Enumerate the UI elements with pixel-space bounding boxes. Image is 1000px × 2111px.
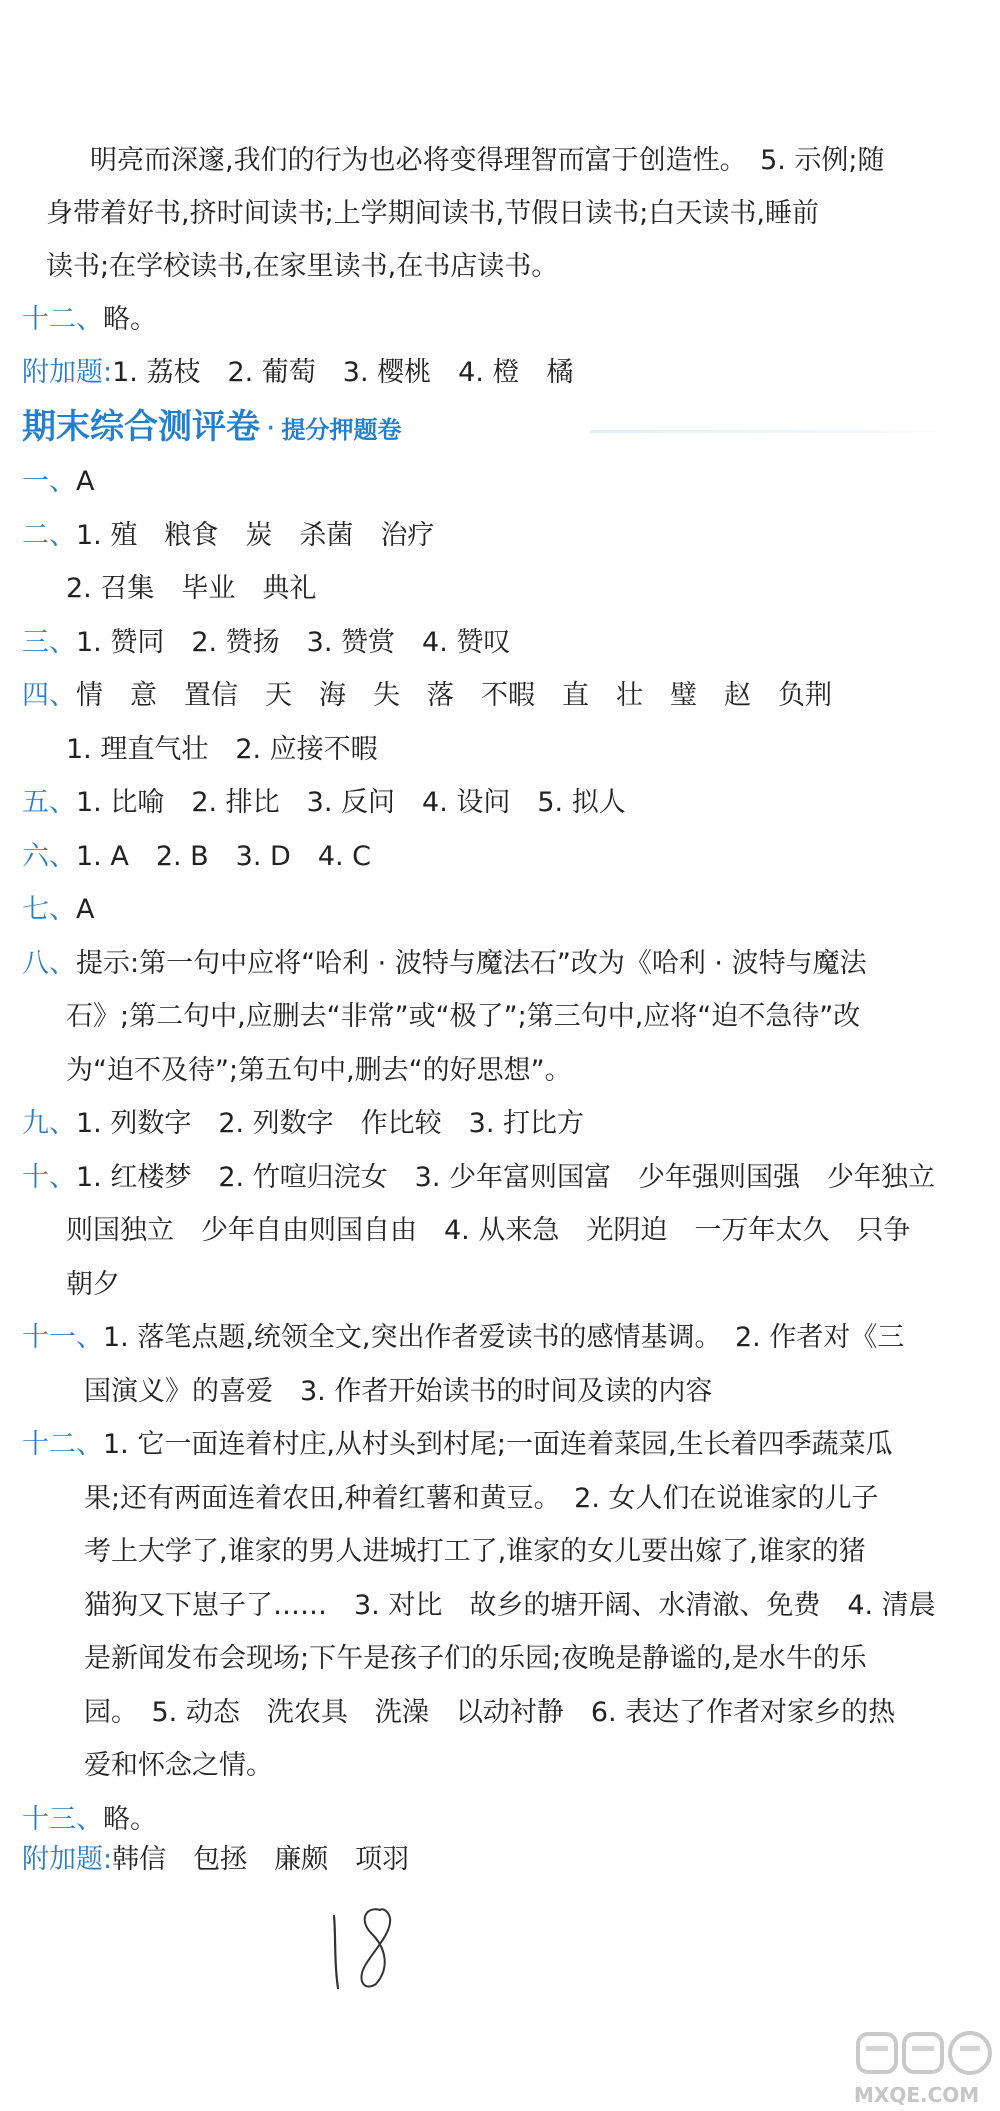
heading-decoration [590,430,970,433]
answer-10-line [66,1265,120,1305]
answer-10-label: 十、 [22,1162,76,1193]
answer-9-label: 九、 [22,1108,76,1139]
answer-8-text: 石》;第二句中,应删去“非常”或“极了”;第三句中,应将“迫不急待”改 [66,1001,861,1032]
answer-5-text: 1. 比喻 2. 排比 3. 反问 4. 设问 5. 拟人 [76,787,626,818]
final-bonus-label: 附加题: [22,1844,113,1875]
answer-12-line [84,1693,895,1733]
answer-1-line [22,462,94,502]
answer-12-line [84,1479,879,1519]
question-12-text: 略。 [103,304,157,335]
answer-12-label: 十二、 [22,1429,103,1460]
answer-4-label: 四、 [22,680,76,711]
bonus-label: 附加题: [22,357,113,388]
final-bonus-answer [22,1840,409,1880]
answer-3-label: 三、 [22,627,76,658]
answer-7-label: 七、 [22,894,76,925]
answer-2-text: 1. 殖 粮食 炭 杀菌 治疗 [76,520,435,551]
answer-11-text: 国演义》的喜爱 3. 作者开始读书的时间及读的内容 [84,1376,713,1407]
answer-12-text: 是新闻发布会现场;下午是孩子们的乐园;夜晚是静谧的,是水牛的乐 [84,1643,867,1674]
answer-13-label: 十三、 [22,1804,103,1835]
answer-2-text: 2. 召集 毕业 典礼 [66,573,317,604]
answer-2-line [22,516,434,556]
answer-7-text: A [76,894,95,925]
answer-6-text: 1. A 2. B 3. D 4. C [76,841,372,872]
answer-11-text: 1. 落笔点题,统领全文,突出作者爱读书的感情基调。 2. 作者对《三 [103,1322,905,1353]
answer-12-text: 考上大学了,谁家的男人进城打工了,谁家的女儿要出嫁了,谁家的猪 [84,1536,866,1567]
answer-12-line [84,1532,866,1572]
answer-13-line [22,1800,157,1840]
answer-12-line [84,1639,867,1679]
answer-8-line [66,1051,572,1091]
answer-12-line [22,1425,893,1465]
continued-answer-line-1: 明亮而深邃,我们的行为也必将变得理智而富于创造性。 5. 示例;随 [90,145,885,176]
answer-12-text: 园。 5. 动态 洗农具 洗澡 以动衬静 6. 表达了作者对家乡的热 [84,1697,896,1728]
question-12-answer [22,300,157,340]
answer-3-line [22,623,510,663]
section-title: 期末综合测评卷 [22,407,260,447]
answer-8-label: 八、 [22,948,76,979]
answer-8-line [22,944,867,984]
answer-12-text: 爱和怀念之情。 [84,1750,273,1781]
answer-5-line [22,783,626,823]
answer-5-label: 五、 [22,787,76,818]
answer-10-text: 则国独立 少年自由则国自由 4. 从来急 光阴迫 一万年太久 只争 [66,1215,911,1246]
answer-12-line [84,1586,936,1626]
answer-7-line [22,890,94,930]
handwritten-page-number [320,1888,410,1998]
bonus-text: 1. 荔枝 2. 葡萄 3. 樱桃 4. 橙 橘 [112,357,574,388]
answer-1-label: 一、 [22,466,76,497]
svg-text:MXQE.COM: MXQE.COM [854,2083,980,2107]
question-12-label: 十二、 [22,304,103,335]
answer-10-line [22,1158,935,1198]
answer-9-line [22,1104,584,1144]
answer-1-text: A [76,466,95,497]
answer-8-text: 为“迫不及待”;第五句中,删去“的好思想”。 [66,1055,572,1086]
answer-8-text: 提示:第一句中应将“哈利 · 波特与魔法石”改为《哈利 · 波特与魔法 [76,948,867,979]
answer-4-text: 情 意 置信 天 海 失 落 不暇 直 壮 璧 赵 负荆 [76,680,832,711]
final-bonus-text: 韩信 包拯 廉颇 项羽 [112,1844,410,1875]
answer-13-text: 略。 [103,1804,157,1835]
watermark-logo [850,2028,1000,2111]
answer-12-text: 1. 它一面连着村庄,从村头到村尾;一面连着菜园,生长着四季蔬菜瓜 [103,1429,893,1460]
answer-11-label: 十一、 [22,1322,103,1353]
answer-4-line [22,676,832,716]
answer-8-line [66,997,860,1037]
answer-2-label: 二、 [22,520,76,551]
answer-12-text: 猫狗又下崽子了…… 3. 对比 故乡的塘开阔、水清澈、免费 4. 清晨 [84,1590,936,1621]
answer-10-line [66,1211,910,1251]
answer-10-text: 1. 红楼梦 2. 竹喧归浣女 3. 少年富则国富 少年强则国强 少年独立 [76,1162,936,1193]
answer-12-line [84,1746,273,1786]
answer-12-text: 果;还有两面连着农田,种着红薯和黄豆。 2. 女人们在说谁家的儿子 [84,1483,879,1514]
answer-4-line [66,730,378,770]
answer-2-line [66,569,316,609]
answer-3-text: 1. 赞同 2. 赞扬 3. 赞赏 4. 赞叹 [76,627,511,658]
answer-6-line [22,837,371,877]
answer-11-line [22,1318,904,1358]
answer-4-text: 1. 理直气壮 2. 应接不暇 [66,734,378,765]
answer-11-line [84,1372,712,1412]
section-subtitle: 提分押题卷 [281,416,402,444]
answer-9-text: 1. 列数字 2. 列数字 作比较 3. 打比方 [76,1108,585,1139]
answer-6-label: 六、 [22,841,76,872]
bonus-answer [22,353,573,393]
section-separator: · [266,411,276,446]
continued-answer-line-2: 身带着好书,挤时间读书;上学期间读书,节假日读书;白天读书,睡前 [46,198,819,229]
section-heading [22,400,402,457]
answer-10-text: 朝夕 [66,1269,120,1300]
continued-answer-line-3: 读书;在学校读书,在家里读书,在书店读书。 [46,251,559,282]
